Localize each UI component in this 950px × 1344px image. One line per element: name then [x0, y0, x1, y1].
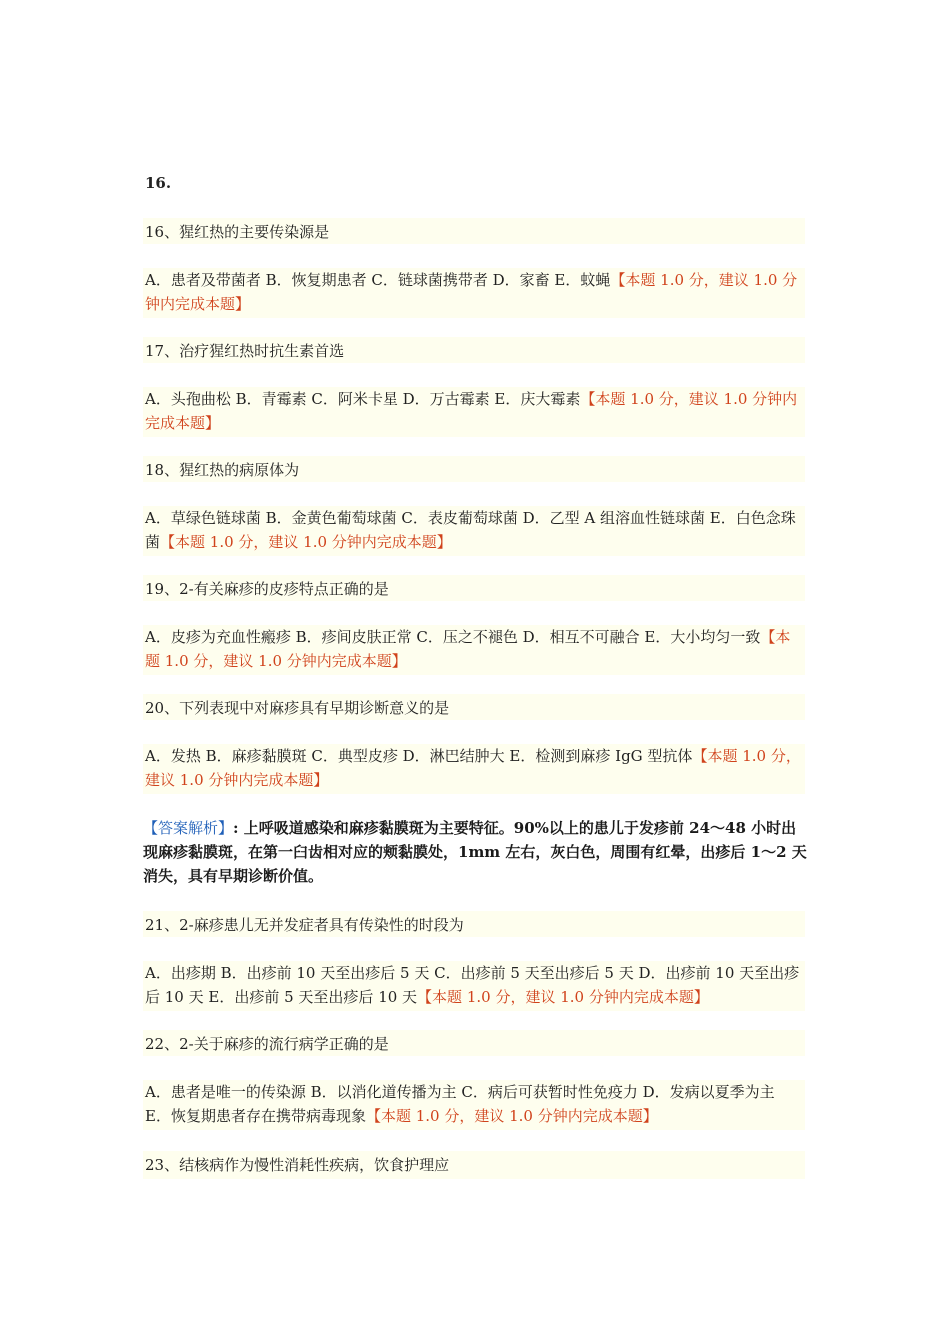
- question-17: [143, 337, 805, 437]
- options-text: A．皮疹为充血性瘢疹 B．疹间皮肤正常 C．压之不褪色 D．相互不可融合 E．大小均匀一致: [145, 628, 761, 646]
- answer-analysis: [143, 816, 807, 888]
- question-stem: 21、2-麻疹患儿无并发症者具有传染性的时段为: [145, 916, 464, 934]
- question-options: [145, 961, 803, 1009]
- analysis-text: : 上呼吸道感染和麻疹黏膜斑为主要特征。90%以上的患儿于发疹前 24～48 小时出现麻疹黏膜斑，在第一臼齿相对应的颊黏膜处，1mm 左右，灰白色，周围有红晕，出疹后 1～2 天消失，具有早期诊断价值。: [143, 819, 807, 885]
- question-options: [145, 506, 803, 554]
- question-22: [143, 1030, 805, 1130]
- question-options: [145, 387, 803, 435]
- question-stem: 19、2-有关麻疹的皮疹特点正确的是: [145, 580, 389, 598]
- question-stem: 17、治疗猩红热时抗生素首选: [145, 342, 345, 360]
- options-text: A．出疹期 B．出疹前 10 天至出疹后 5 天 C．出疹前 5 天至出疹后 5 天 D．出疹前 10 天至出疹后 10 天 E．出疹前 5 天至出疹后 10 天: [145, 964, 800, 1006]
- question-stem: 22、2-关于麻疹的流行病学正确的是: [145, 1035, 389, 1053]
- question-18: [143, 456, 805, 556]
- options-text: A．草绿色链球菌 B．金黄色葡萄球菌 C．表皮葡萄球菌 D．乙型 A 组溶血性链球菌 E．白色念珠菌: [145, 509, 796, 551]
- time-note: 【本题 1.0 分，建议 1.0 分钟内完成本题】: [417, 988, 709, 1006]
- question-options: [145, 744, 803, 792]
- question-stem: 16、猩红热的主要传染源是: [145, 223, 330, 241]
- question-options: [145, 1080, 803, 1128]
- analysis-tag: 【答案解析】: [143, 819, 234, 837]
- question-21: [143, 911, 805, 1011]
- question-19: [143, 575, 805, 675]
- question-stem: 20、下列表现中对麻疹具有早期诊断意义的是: [145, 699, 450, 717]
- options-text: A．患者是唯一的传染源 B．以消化道传播为主 C．病后可获暂时性免疫力 D．发病以夏季为主 E．恢复期患者存在携带病毒现象: [145, 1083, 775, 1125]
- question-16: [143, 218, 805, 318]
- page-number: 16.: [145, 174, 172, 192]
- question-options: [145, 625, 803, 673]
- question-stem: 18、猩红热的病原体为: [145, 461, 300, 479]
- time-note: 【本题 1.0 分，建议 1.0 分钟内完成本题】: [160, 533, 452, 551]
- time-note: 【本题 1.0 分，建议 1.0 分钟内完成本题】: [145, 390, 798, 432]
- time-note: 【本题 1.0 分，建议 1.0 分钟内完成本题】: [145, 271, 798, 313]
- time-note: 【本题 1.0 分，建议 1.0 分钟内完成本题】: [145, 628, 791, 670]
- options-text: A．头孢曲松 B．青霉素 C．阿米卡星 D．万古霉素 E．庆大霉素: [145, 390, 581, 408]
- time-note: 【本题 1.0 分，建议 1.0 分钟内完成本题】: [365, 1107, 658, 1125]
- options-text: A．发热 B．麻疹黏膜斑 C．典型皮疹 D．淋巴结肿大 E．检测到麻疹 IgG 型抗体: [145, 747, 693, 765]
- question-stem: 23、结核病作为慢性消耗性疾病，饮食护理应: [145, 1156, 450, 1174]
- question-options: [145, 268, 803, 316]
- question-23: [143, 1151, 805, 1179]
- question-20: [143, 694, 805, 794]
- time-note: 【本题 1.0 分，建议 1.0 分钟内完成本题】: [145, 747, 801, 789]
- options-text: A．患者及带菌者 B．恢复期患者 C．链球菌携带者 D．家畜 E．蚊蝇: [145, 271, 611, 289]
